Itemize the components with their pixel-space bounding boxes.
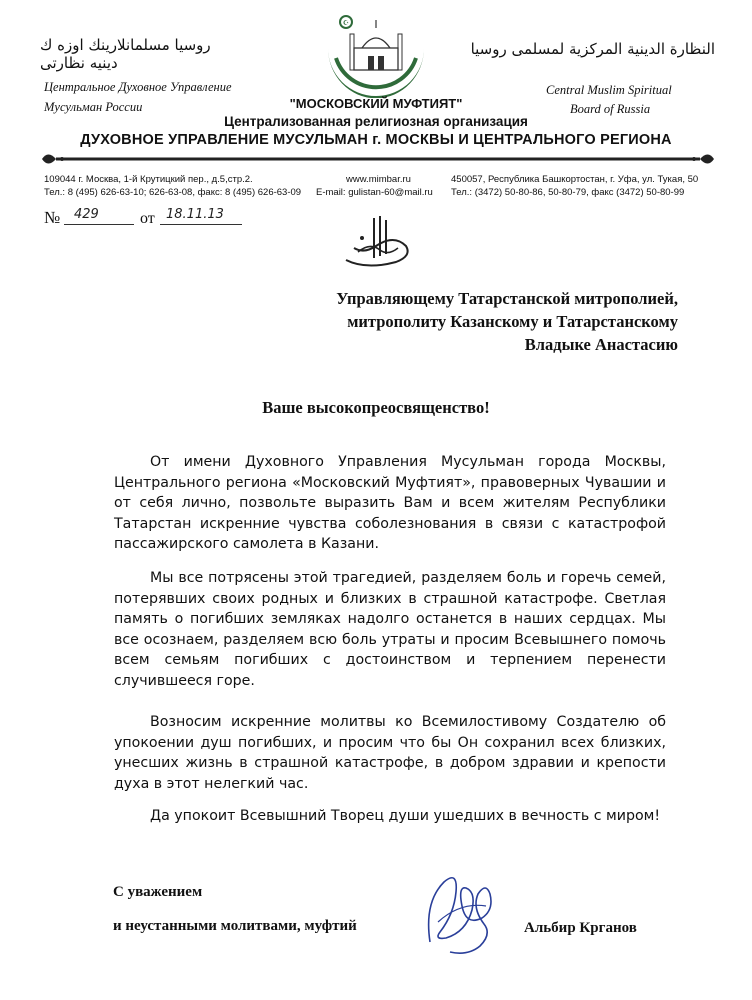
date-value: 18.11.13: [166, 207, 224, 222]
arabic-tatar-title: روسيا مسلمانلارينك اوزه ك دينيه نظارتى: [40, 36, 211, 72]
script-right-line2: Board of Russia: [570, 102, 651, 116]
muftiyat-title: "МОСКОВСКИЙ МУФТИЯТ": [289, 96, 463, 111]
date-underline: [160, 224, 242, 225]
signatory-name: Альбир Крганов: [524, 920, 637, 936]
greeting: Ваше высокопреосвященство!: [262, 398, 490, 417]
arabic-main-title: النظارة الدينية المركزية لمسلمى روسيا: [470, 40, 715, 58]
body-paragraph-1: От имени Духовного Управления Мусульман города Москвы, Центрального региона «Московский Муфтият», правоверных Чувашии и от себя лично, позвольте выразить Вам и всем жителям Республики Татарстан искренние чувства соболезнования в связи с катастрофой пассажирского самолета в Казани.: [114, 454, 666, 552]
number-underline: [64, 224, 134, 225]
right-address: 450057, Республика Башкортостан, г. Уфа, ул. Тукая, 50: [451, 174, 699, 185]
email: E-mail: gulistan-60@mail.ru: [316, 187, 433, 198]
script-left-line1: Центральное Духовное Управление: [44, 80, 232, 94]
calligraphy-tughra: [336, 212, 418, 274]
body-paragraph-3: Возносим искренние молитвы ко Всемилостивому Создателю об упокоении душ погибших, и просим что бы Он сохранил всех близких, унесших жизнь в страшной катастрофе, в добром здравии и крепости духа в этот нелегкий час.: [114, 714, 666, 792]
org-type: Централизованная религиозная организация: [224, 114, 528, 129]
script-left-line2: Мусульман России: [44, 100, 143, 114]
mosque-crescent-emblem: [316, 8, 436, 98]
number-label: №: [44, 208, 61, 227]
left-phone: Тел.: 8 (495) 626-63-10; 626-63-08, факс: 8 (495) 626-63-09: [44, 187, 302, 198]
closing-line1: С уважением: [113, 884, 203, 900]
left-address: 109044 г. Москва, 1-й Крутицкий пер., д.5,стр.2.: [44, 174, 253, 185]
website: www.mimbar.ru: [346, 174, 411, 185]
body-paragraph-4: Да упокоит Всевышний Творец души ушедших в вечность с миром!: [150, 808, 661, 824]
closing-line2: и неустанными молитвами, муфтий: [113, 918, 357, 934]
handwritten-signature: [410, 862, 510, 962]
org-name: ДУХОВНОЕ УПРАВЛЕНИЕ МУСУЛЬМАН г. МОСКВЫ И ЦЕНТРАЛЬНОГО РЕГИОНА: [80, 132, 672, 148]
addressee-line3: Владыке Анастасию: [524, 335, 678, 354]
script-right-line1: Central Muslim Spiritual: [546, 83, 672, 97]
addressee-line1: Управляющему Татарстанской митрополией,: [336, 289, 678, 308]
body-paragraph-2: Мы все потрясены этой трагедией, разделяем боль и горечь семей, потерявших своих родных и близких в страшной катастрофе. Светлая память о погибших земляках надолго останется в наших сердцах. Мы все осознаем, разделяем всю боль утраты и просим Всевышнего помочь всем семьям погибших с достоинством и терпением перенести случившееся горе.: [114, 570, 666, 689]
ornamental-divider: [42, 150, 714, 168]
svg-text:☪: ☪: [342, 19, 350, 27]
date-label: от: [140, 210, 155, 227]
right-phone: Тел.: (3472) 50-80-86, 50-80-79, факс (3472) 50-80-99: [451, 187, 685, 198]
addressee-line2: митрополиту Казанскому и Татарстанскому: [347, 312, 678, 331]
number-value: 429: [74, 207, 99, 222]
